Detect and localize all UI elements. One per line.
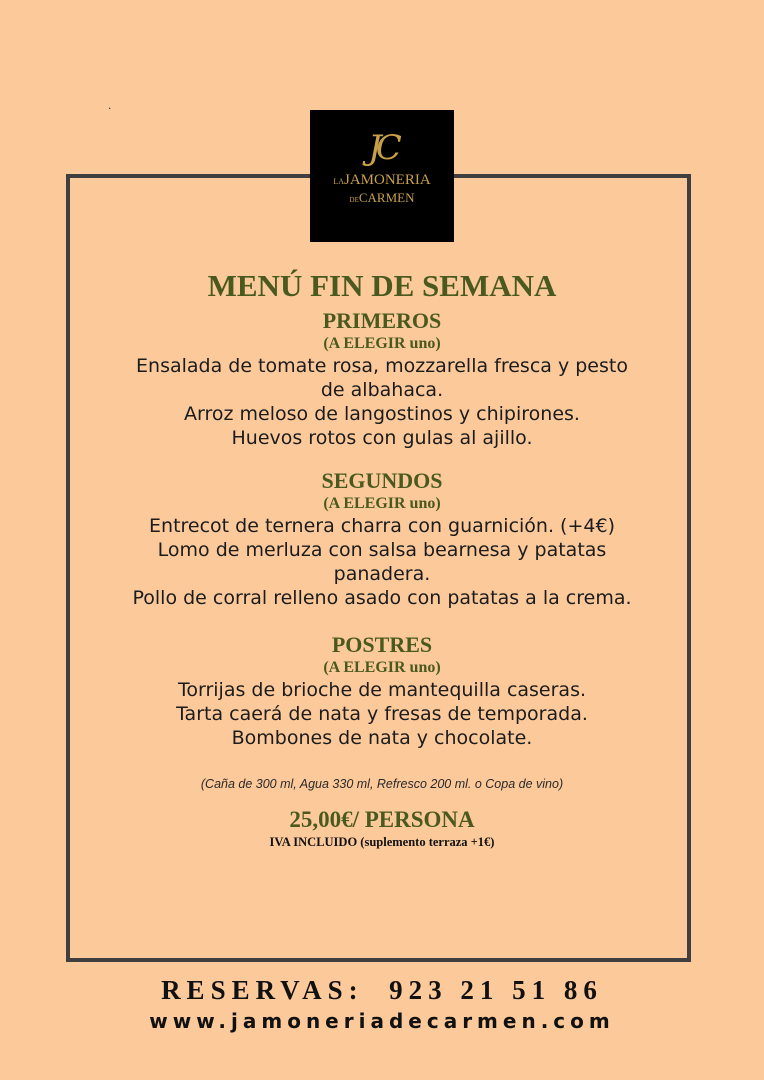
menu-item: Bombones de nata y chocolate. xyxy=(231,727,533,749)
menu-item: Pollo de corral relleno asado con patatas a la crema. xyxy=(132,587,632,609)
website-link[interactable]: www.jamoneriadecarmen.com xyxy=(149,1009,615,1033)
section-title: PRIMEROS xyxy=(322,308,442,333)
menu-item: Ensalada de tomate rosa, mozzarella fresca y pesto de albahaca. xyxy=(136,355,628,401)
menu-item: Arroz meloso de langostinos y chipirones. xyxy=(184,403,580,425)
section-title: SEGUNDOS xyxy=(321,468,443,493)
logo-line1-prefix: LA xyxy=(333,177,344,186)
section-title: POSTRES xyxy=(331,632,433,657)
logo xyxy=(310,110,454,242)
menu-title: MENÚ FIN DE SEMANA xyxy=(207,268,557,303)
spacer xyxy=(70,610,694,632)
logo-line2 xyxy=(350,190,415,208)
menu-item: Huevos rotos con gulas al ajillo. xyxy=(231,427,533,449)
logo-line1-main: JAMONERIA xyxy=(344,172,431,188)
spacer xyxy=(70,792,694,806)
stray-dot: . xyxy=(108,98,112,112)
menu-item: Entrecot de ternera charra con guarnición. (+4€) xyxy=(149,515,615,537)
price: 25,00€/ PERSONA xyxy=(289,807,475,832)
menu-content xyxy=(70,264,694,850)
section-subtitle: (A ELEGIR uno) xyxy=(323,495,441,512)
logo-mark: JC xyxy=(368,128,396,168)
section-segundos xyxy=(70,468,694,610)
logo-line1 xyxy=(333,172,430,190)
section-subtitle: (A ELEGIR uno) xyxy=(323,659,441,676)
section-primeros xyxy=(70,308,694,450)
logo-line2-prefix: DE xyxy=(349,196,359,204)
section-subtitle: (A ELEGIR uno) xyxy=(323,335,441,352)
tax-note: IVA INCLUIDO (suplemento terraza +1€) xyxy=(269,835,495,849)
logo-line2-main: CARMEN xyxy=(358,190,415,205)
menu-item: Lomo de merluza con salsa bearnesa y patatas panadera. xyxy=(157,539,607,585)
menu-item: Tarta caerá de nata y fresas de temporada. xyxy=(176,703,588,725)
spacer xyxy=(70,450,694,468)
menu-item: Torrijas de brioche de mantequilla caseras. xyxy=(177,679,587,701)
drink-note: (Caña de 300 ml, Agua 330 ml, Refresco 200 ml. o Copa de vino) xyxy=(200,777,564,791)
section-postres xyxy=(70,632,694,750)
reservations-phone: RESERVAS: 923 21 51 86 xyxy=(161,975,603,1005)
spacer xyxy=(70,750,694,776)
